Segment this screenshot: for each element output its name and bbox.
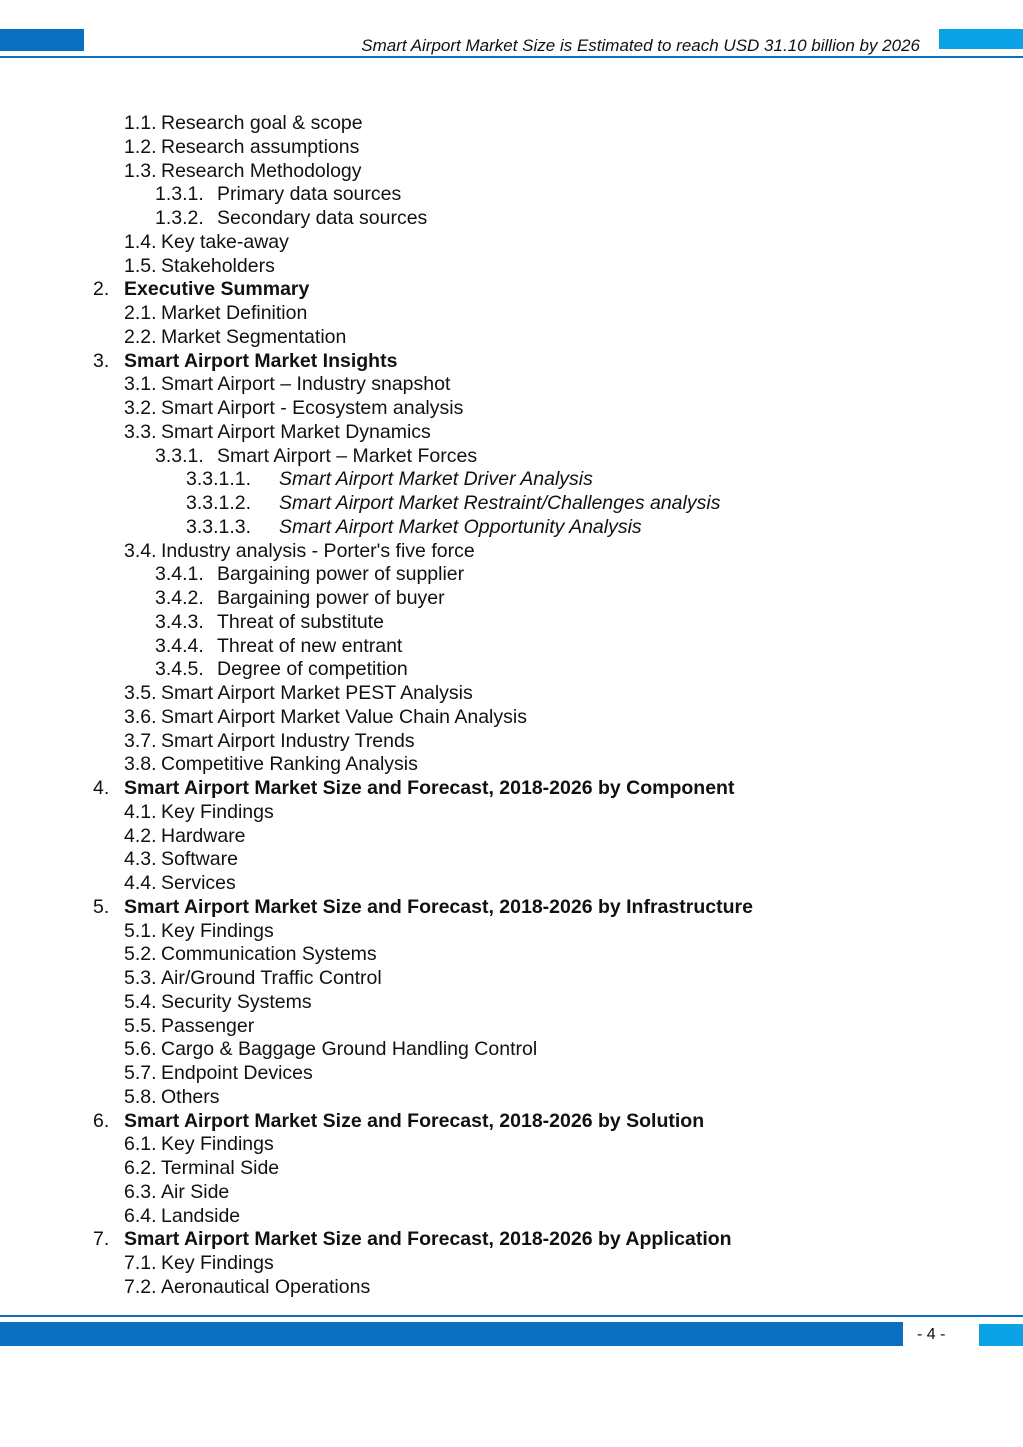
toc-entry-title: Stakeholders	[161, 254, 275, 277]
toc-entry	[0, 682, 1023, 706]
toc-entry-title: Smart Airport Market PEST Analysis	[161, 682, 473, 704]
toc-entry-title: Endpoint Devices	[161, 1062, 313, 1084]
toc-entry	[0, 872, 1023, 896]
toc-entry-title: Smart Airport Market Driver Analysis	[279, 468, 593, 491]
toc-entry-number: 1.5.	[124, 254, 157, 277]
toc-entry-number: 6.	[93, 1109, 110, 1132]
toc-entry	[0, 255, 1023, 279]
toc-entry-title: Air/Ground Traffic Control	[161, 967, 382, 989]
toc-entry	[0, 658, 1023, 682]
toc-entry	[0, 373, 1023, 397]
footer-accent-bar-right	[979, 1324, 1023, 1346]
toc-entry-number: 4.2.	[124, 824, 157, 847]
toc-entry-number: 5.2.	[124, 943, 157, 966]
toc-entry-title: Research assumptions	[161, 135, 360, 158]
toc-entry	[0, 896, 1023, 920]
toc-entry-title: Secondary data sources	[217, 207, 428, 229]
toc-entry-title: Competitive Ranking Analysis	[161, 753, 418, 776]
toc-entry	[0, 635, 1023, 659]
toc-entry-number: 3.	[93, 349, 110, 372]
toc-entry-title: Hardware	[161, 824, 246, 847]
toc-entry-title: Services	[161, 872, 236, 894]
toc-entry	[0, 1038, 1023, 1062]
toc-entry	[0, 1228, 1023, 1252]
toc-entry-title: Smart Airport Market Opportunity Analysis	[279, 515, 642, 538]
toc-entry	[0, 611, 1023, 635]
toc-entry	[0, 207, 1023, 231]
toc-entry-number: 5.6.	[124, 1038, 157, 1061]
toc-entry-number: 3.3.1.	[155, 444, 204, 467]
toc-entry	[0, 1110, 1023, 1134]
toc-entry-title: Others	[161, 1085, 220, 1108]
toc-entry-title: Threat of substitute	[217, 610, 384, 633]
toc-entry-title: Air Side	[161, 1180, 230, 1203]
toc-entry-number: 3.3.	[124, 420, 157, 443]
toc-entry	[0, 326, 1023, 350]
toc-entry-number: 1.3.1.	[155, 183, 204, 206]
toc-entry-number: 7.2.	[124, 1275, 157, 1298]
toc-entry	[0, 1133, 1023, 1157]
toc-entry	[0, 350, 1023, 374]
toc-entry-title: Smart Airport Market Size and Forecast, 2018-2026 by Infrastructure	[124, 895, 753, 918]
toc-entry	[0, 492, 1023, 516]
toc-entry-title: Smart Airport – Market Forces	[217, 444, 478, 467]
toc-entry-title: Smart Airport Market Restraint/Challenges analysis	[279, 492, 721, 514]
toc-entry	[0, 943, 1023, 967]
header-accent-bar-left	[0, 29, 84, 51]
toc-entry	[0, 1086, 1023, 1110]
toc-entry-number: 5.7.	[124, 1062, 157, 1084]
toc-entry	[0, 920, 1023, 944]
toc-entry-number: 6.2.	[124, 1157, 157, 1179]
toc-entry-number: 7.	[93, 1228, 110, 1251]
toc-entry	[0, 516, 1023, 540]
toc-entry	[0, 160, 1023, 184]
header-title: Smart Airport Market Size is Estimated to reach USD 31.10 billion by 2026	[361, 36, 920, 55]
toc-entry-title: Market Segmentation	[161, 325, 347, 348]
footer-divider	[0, 1315, 1023, 1317]
toc-entry	[0, 730, 1023, 754]
toc-entry-title: Landside	[161, 1204, 241, 1227]
toc-entry-title: Industry analysis - Porter's five force	[161, 539, 475, 562]
toc-entry-title: Research Methodology	[161, 159, 362, 182]
toc-entry-title: Bargaining power of buyer	[217, 587, 445, 609]
toc-entry-title: Bargaining power of supplier	[217, 563, 465, 586]
toc-entry	[0, 587, 1023, 611]
header-accent-bar-right	[939, 29, 1023, 49]
toc-entry-number: 4.4.	[124, 872, 157, 894]
toc-entry-title: Smart Airport Market Insights	[124, 349, 398, 372]
toc-entry	[0, 1276, 1023, 1300]
toc-entry-title: Smart Airport – Industry snapshot	[161, 373, 451, 396]
toc-entry	[0, 278, 1023, 302]
toc-entry	[0, 825, 1023, 849]
toc-entry	[0, 848, 1023, 872]
footer-accent-bar	[0, 1322, 903, 1346]
toc-entry-number: 1.3.	[124, 159, 157, 182]
toc-entry-number: 3.4.4.	[155, 634, 204, 657]
toc-entry	[0, 540, 1023, 564]
toc-entry-title: Key Findings	[161, 919, 274, 942]
toc-entry	[0, 397, 1023, 421]
toc-entry	[0, 1015, 1023, 1039]
toc-entry	[0, 1205, 1023, 1229]
toc-entry	[0, 1181, 1023, 1205]
toc-entry-number: 5.3.	[124, 967, 157, 989]
toc-entry-number: 2.	[93, 278, 110, 301]
toc-entry-title: Degree of competition	[217, 658, 408, 681]
header-divider	[0, 56, 1023, 58]
toc-entry-number: 3.1.	[124, 373, 157, 396]
toc-entry-number: 3.2.	[124, 397, 157, 419]
toc-entry	[0, 1062, 1023, 1086]
toc-entry-title: Smart Airport Market Value Chain Analysis	[161, 705, 527, 728]
page-number: - 4 -	[917, 1326, 946, 1343]
toc-entry-title: Cargo & Baggage Ground Handling Control	[161, 1038, 538, 1061]
toc-entry-title: Executive Summary	[124, 278, 310, 301]
toc-entry	[0, 302, 1023, 326]
toc-entry-number: 5.4.	[124, 990, 157, 1013]
toc-entry-title: Communication Systems	[161, 943, 377, 966]
toc-entry	[0, 753, 1023, 777]
toc-entry-title: Key Findings	[161, 1133, 274, 1156]
toc-entry-number: 3.3.1.1.	[186, 468, 252, 491]
toc-entry-number: 6.4.	[124, 1204, 157, 1227]
toc-entry-number: 5.5.	[124, 1014, 157, 1037]
toc-entry-number: 1.2.	[124, 135, 157, 158]
toc-entry-title: Security Systems	[161, 990, 312, 1013]
toc-entry-number: 2.2.	[124, 325, 157, 348]
table-of-contents	[0, 112, 1023, 1300]
toc-entry-number: 4.1.	[124, 800, 157, 823]
toc-entry-number: 3.8.	[124, 753, 157, 776]
toc-entry-number: 3.3.1.2.	[186, 492, 252, 514]
toc-entry-number: 5.8.	[124, 1085, 157, 1108]
toc-entry	[0, 801, 1023, 825]
toc-entry-title: Smart Airport Industry Trends	[161, 729, 415, 752]
toc-entry	[0, 777, 1023, 801]
toc-entry-title: Passenger	[161, 1014, 255, 1037]
toc-entry-number: 3.4.1.	[155, 563, 204, 586]
toc-entry	[0, 136, 1023, 160]
toc-entry-number: 2.1.	[124, 302, 157, 324]
toc-entry-title: Smart Airport Market Size and Forecast, 2018-2026 by Component	[124, 777, 735, 799]
toc-entry-number: 1.4.	[124, 230, 157, 253]
toc-entry	[0, 231, 1023, 255]
toc-entry-number: 7.1.	[124, 1252, 157, 1274]
toc-entry-number: 3.4.3.	[155, 610, 204, 633]
toc-entry-title: Terminal Side	[161, 1157, 280, 1179]
toc-entry-number: 3.3.1.3.	[186, 515, 252, 538]
toc-entry	[0, 421, 1023, 445]
toc-entry-number: 5.1.	[124, 919, 157, 942]
toc-entry	[0, 112, 1023, 136]
toc-entry-number: 1.3.2.	[155, 207, 204, 229]
toc-entry-number: 3.4.	[124, 539, 157, 562]
toc-entry-title: Key take-away	[161, 230, 289, 253]
toc-entry-title: Software	[161, 848, 238, 871]
toc-entry-number: 3.4.2.	[155, 587, 204, 609]
toc-entry-number: 3.6.	[124, 705, 157, 728]
toc-entry	[0, 967, 1023, 991]
toc-entry-title: Smart Airport Market Size and Forecast, 2018-2026 by Application	[124, 1228, 732, 1251]
toc-entry-number: 1.1.	[124, 112, 157, 134]
toc-entry-number: 4.3.	[124, 848, 157, 871]
toc-entry-title: Key Findings	[161, 800, 274, 823]
toc-entry-title: Primary data sources	[217, 183, 402, 206]
toc-entry-title: Aeronautical Operations	[161, 1275, 371, 1298]
toc-entry-title: Key Findings	[161, 1252, 274, 1274]
toc-entry	[0, 183, 1023, 207]
toc-entry-number: 3.7.	[124, 729, 157, 752]
toc-entry-number: 6.3.	[124, 1180, 157, 1203]
toc-entry-number: 3.4.5.	[155, 658, 204, 681]
toc-entry-title: Smart Airport Market Dynamics	[161, 420, 431, 443]
toc-entry	[0, 991, 1023, 1015]
toc-entry	[0, 706, 1023, 730]
toc-entry-title: Research goal & scope	[161, 112, 363, 134]
toc-entry-title: Smart Airport Market Size and Forecast, 2018-2026 by Solution	[124, 1109, 705, 1132]
toc-entry-title: Market Definition	[161, 302, 308, 324]
toc-entry-title: Smart Airport - Ecosystem analysis	[161, 397, 464, 419]
toc-entry	[0, 563, 1023, 587]
toc-entry-number: 5.	[93, 895, 110, 918]
toc-entry	[0, 445, 1023, 469]
toc-entry-number: 6.1.	[124, 1133, 157, 1156]
toc-entry	[0, 468, 1023, 492]
toc-entry	[0, 1157, 1023, 1181]
toc-entry-number: 4.	[93, 777, 110, 799]
toc-entry	[0, 1252, 1023, 1276]
toc-entry-title: Threat of new entrant	[217, 634, 403, 657]
toc-entry-number: 3.5.	[124, 682, 157, 704]
